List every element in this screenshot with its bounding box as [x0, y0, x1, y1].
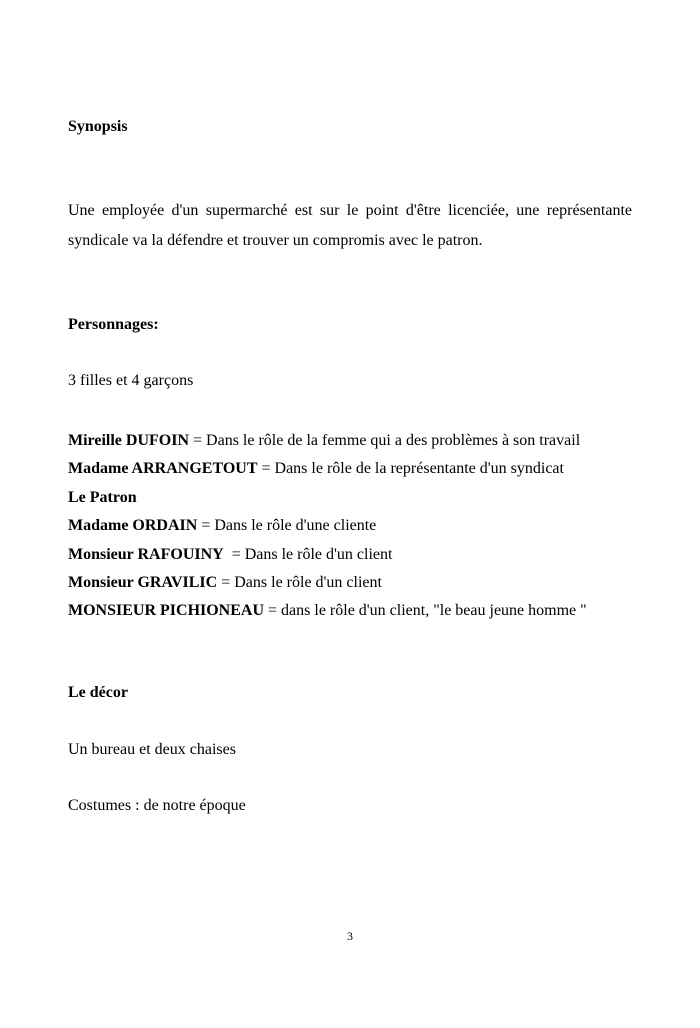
synopsis-text: Une employée d'un supermarché est sur le point d'être licenciée, une représentante syndicale va la défendre et trouver un compromis avec le patron.	[68, 202, 632, 249]
page-number: 3	[347, 929, 353, 943]
character-item	[68, 541, 587, 569]
character-role: = Dans le rôle d'un client	[223, 545, 393, 563]
character-name: MONSIEUR PICHIONEAU	[68, 602, 265, 620]
character-name: Monsieur GRAVILIC	[68, 574, 218, 592]
character-name: Monsieur RAFOUINY	[68, 545, 224, 563]
character-role: = Dans le rôle de la représentante d'un syndicat	[257, 460, 564, 478]
characters-heading: Personnages:	[68, 316, 159, 333]
decor-heading: Le décor	[68, 684, 128, 701]
decor-text: Un bureau et deux chaises	[68, 741, 236, 758]
character-role: = dans le rôle d'un client, "le beau jeune homme "	[264, 602, 587, 620]
character-name: Le Patron	[68, 488, 137, 506]
character-list	[68, 427, 587, 626]
characters-count: 3 filles et 4 garçons	[68, 372, 194, 389]
character-item	[68, 455, 587, 483]
character-name: Mireille DUFOIN	[68, 432, 190, 449]
character-item	[68, 427, 587, 455]
character-item	[68, 569, 587, 597]
costumes-text: Costumes : de notre époque	[68, 797, 246, 814]
character-name: Madame ORDAIN	[68, 517, 198, 535]
character-role: = Dans le rôle d'une cliente	[197, 517, 377, 535]
character-item	[68, 484, 587, 512]
synopsis-heading: Synopsis	[68, 118, 128, 135]
character-item	[68, 597, 587, 625]
character-name: Madame ARRANGETOUT	[68, 460, 258, 478]
character-role: = Dans le rôle d'un client	[217, 574, 382, 592]
character-item	[68, 512, 587, 540]
character-role: = Dans le rôle de la femme qui a des problèmes à son travail	[189, 432, 581, 449]
